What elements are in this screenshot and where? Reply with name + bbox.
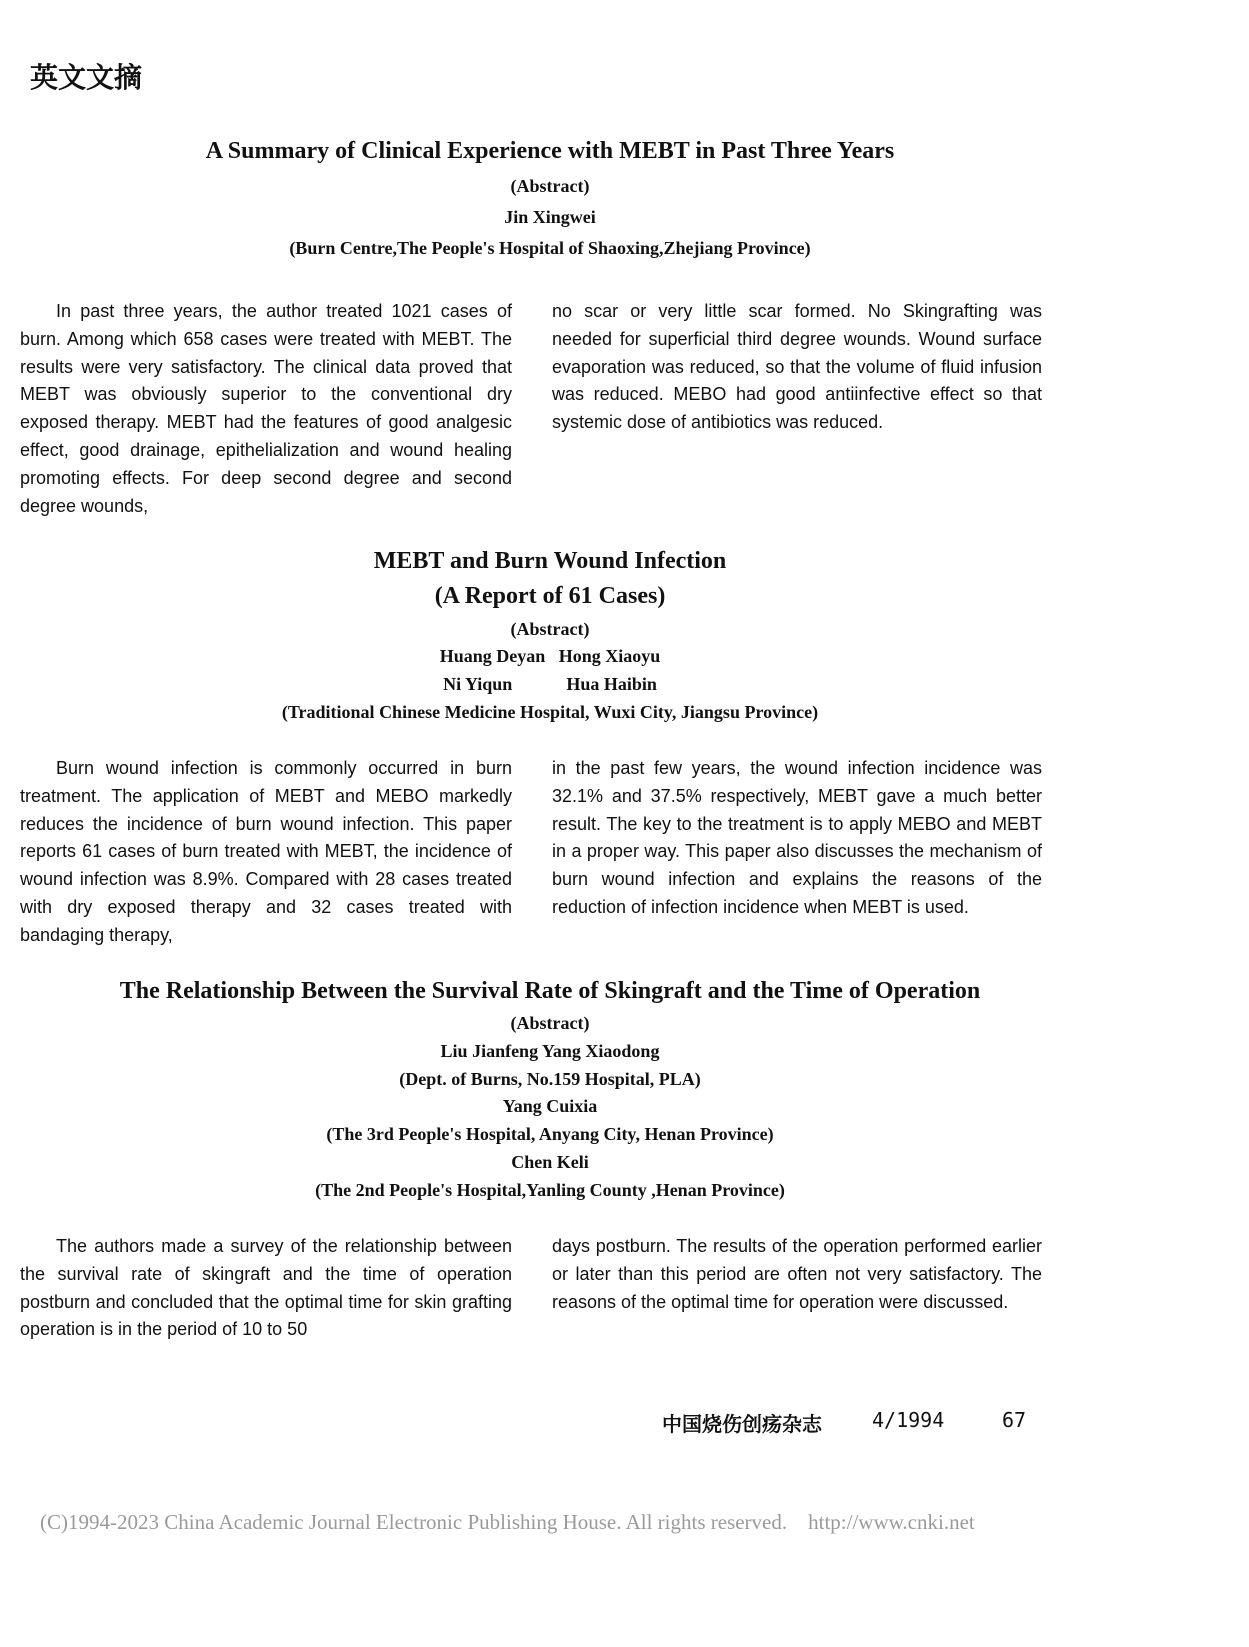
section-label: 英文文摘 — [30, 61, 143, 94]
article-3-authors-1: Liu Jianfeng Yang Xiaodong — [440, 1041, 660, 1061]
article-2-body-col1: Burn wound infection is commonly occurred in burn treatment. The application of MEBT and MEBO markedly reduces the incidence of burn wound infection. This paper reports 61 cases of burn treated with MEBT, the incidence of wound infection was 8.9%. Compared with 28 cases treated with dry exposed therapy and 32 cases treated with bandaging therapy, — [20, 758, 512, 945]
article-2-authors-line1: Huang Deyan Hong Xiaoyu — [439, 646, 661, 666]
article-3-affiliation-3: (The 2nd People's Hospital,Yanling County ,Henan Province) — [315, 1180, 785, 1200]
article-1-body-col1: In past three years, the author treated 1021 cases of burn. Among which 658 cases were treated with MEBT. The results were very satisfactory. The clinical data proved that MEBT was obviously superior to the conventional dry exposed therapy. MEBT had the features of good analgesic effect, good drainage, epithelialization and wound healing promoting effects. For deep second degree and second degree wounds, — [20, 301, 512, 516]
article-1-title: A Summary of Clinical Experience with MEBT in Past Three Years — [205, 138, 895, 164]
article-2-title: MEBT and Burn Wound Infection — [373, 548, 727, 574]
article-2-abstract-label: (Abstract) — [510, 619, 590, 639]
article-2-subtitle: (A Report of 61 Cases) — [434, 583, 666, 609]
article-1-abstract-label: (Abstract) — [510, 176, 590, 196]
article-2-body-col2: in the past few years, the wound infection incidence was 32.1% and 37.5% respectively, MEBT gave a much better result. The key to the treatment is to apply MEBO and MEBT in a proper way. This paper also discusses the mechanism of burn wound infection and explains the reasons of the reduction of infection incidence when MEBT is used. — [552, 758, 1042, 917]
article-2-affiliation: (Traditional Chinese Medicine Hospital, Wuxi City, Jiangsu Province) — [281, 702, 819, 722]
article-2-authors-line2: Ni Yiqun Hua Haibin — [443, 674, 657, 694]
article-3-authors-2: Yang Cuixia — [502, 1096, 598, 1116]
article-3-affiliation-2: (The 3rd People's Hospital, Anyang City, Henan Province) — [326, 1124, 774, 1144]
article-3-body-col2: days postburn. The results of the operation performed earlier or later than this period are often not very satisfactory. The reasons of the optimal time for operation were discussed. — [552, 1236, 1042, 1312]
footer-page-number: 67 — [1002, 1408, 1027, 1432]
article-3-affiliation-1: (Dept. of Burns, No.159 Hospital, PLA) — [399, 1069, 701, 1089]
article-1-affiliation: (Burn Centre,The People's Hospital of Shaoxing,Zhejiang Province) — [289, 238, 811, 258]
article-3-abstract-label: (Abstract) — [510, 1013, 590, 1033]
article-1-body-col2: no scar or very little scar formed. No Skingrafting was needed for superficial third degree wounds. Wound surface evaporation was reduced, so that the volume of fluid infusion was reduced. MEBO had good antiinfective effect so that systemic dose of antibiotics was reduced. — [552, 301, 1042, 433]
footer-issue: 4/1994 — [872, 1408, 945, 1432]
article-3-body-col1: The authors made a survey of the relationship between the survival rate of skingraft and the time of operation postburn and concluded that the optimal time for skin grafting operation is in the period of 10 to 50 — [20, 1236, 512, 1340]
copyright-notice: (C)1994-2023 China Academic Journal Electronic Publishing House. All rights reserved. http://www.cnki.net — [40, 1510, 975, 1534]
footer-journal-name: 中国烧伤创疡杂志 — [662, 1412, 822, 1436]
article-3-title: The Relationship Between the Survival Rate of Skingraft and the Time of Operation — [119, 978, 981, 1004]
article-1-authors: Jin Xingwei — [504, 207, 596, 227]
article-3-authors-3: Chen Keli — [511, 1152, 589, 1172]
